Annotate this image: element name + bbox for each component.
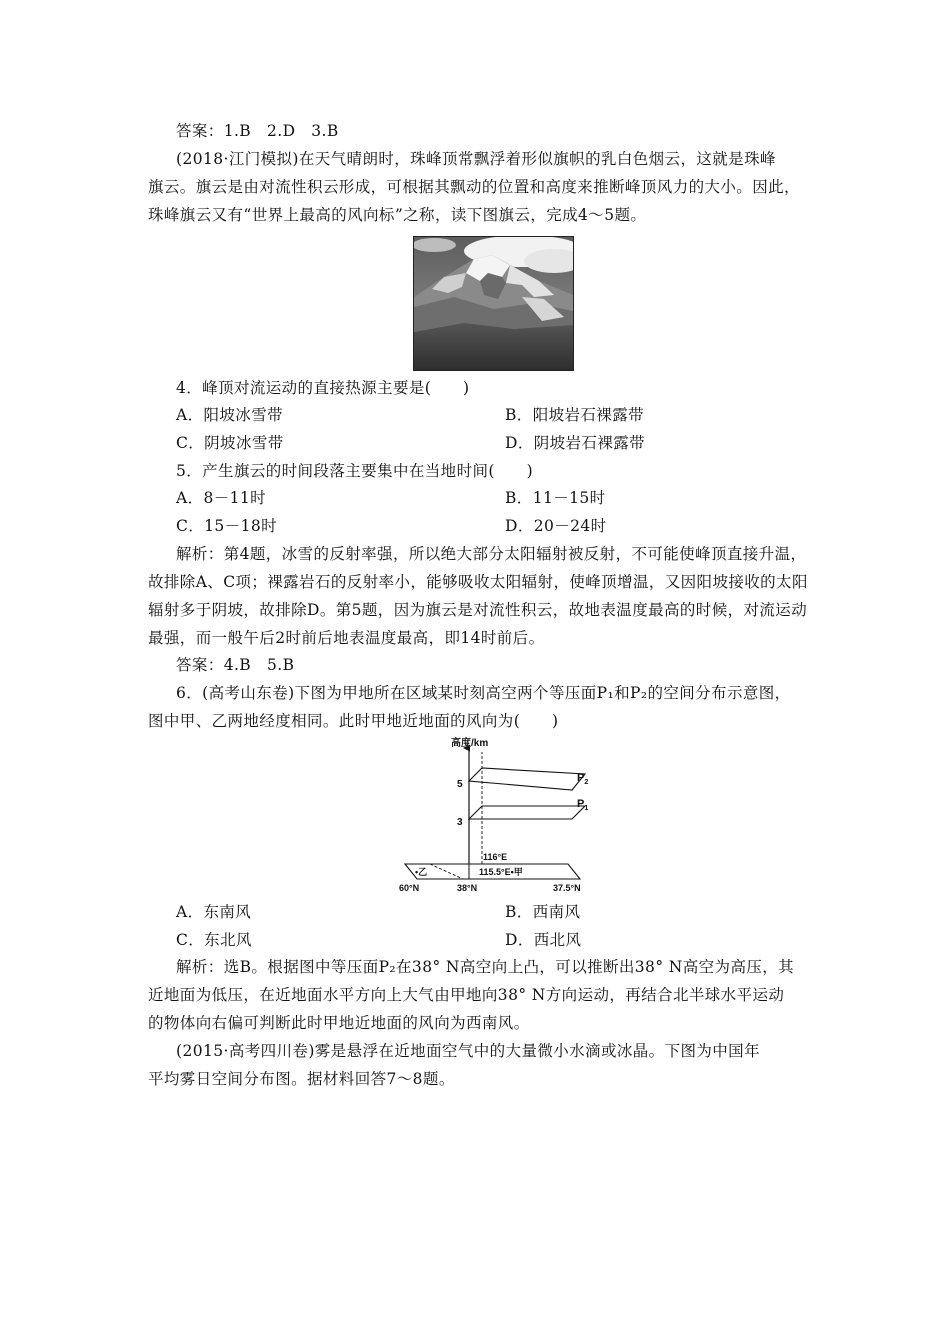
latitude-37-5n: 37.5°N (553, 883, 581, 893)
p2-label: $P_2$ (577, 772, 589, 786)
latitude-38n: 38°N (457, 883, 478, 893)
question-6-option-d: D．西北风 (505, 931, 582, 949)
isobaric-surface-diagram (385, 734, 600, 896)
p1-label: $P_1$ (577, 798, 589, 812)
analysis-4-5-line-1: 解析：第4题，冰雪的反射率强，所以绝大部分太阳辐射被反射，不可能使峰顶直接升温， (176, 545, 807, 563)
analysis-6-line-3: 的物体向右偏可判断此时甲地近地面的风向为西南风。 (148, 1014, 530, 1032)
analysis-4-5-line-3: 辐射多于阴坡，故排除D。第5题，因为旗云是对流性积云，故地表温度最高的时候，对流运动 (148, 601, 808, 619)
latitude-60n: 60°N (399, 883, 420, 893)
question-6-option-b: B．西南风 (505, 903, 581, 921)
question-6-option-a: A．东南风 (176, 903, 252, 921)
question-6-stem-line-2: 图中甲、乙两地经度相同。此时甲地近地面的风向为( ) (148, 712, 559, 730)
intro-line-3: 珠峰旗云又有“世界上最高的风向标”之称，读下图旗云，完成4～5题。 (148, 206, 647, 224)
question-5-option-b: B．11－15时 (505, 489, 606, 507)
isobaric-surface-p1 (469, 806, 585, 819)
question-5-option-a: A．8－11时 (176, 489, 267, 507)
analysis-6-line-2: 近地面为低压，在近地面水平方向上大气由甲地向38° N方向运动，再结合北半球水平运动 (148, 986, 785, 1004)
longitude-116e: 116°E (483, 852, 508, 862)
question-5-option-c: C．15－18时 (176, 517, 278, 535)
question-6-stem-line-1: 6．(高考山东卷)下图为甲地所在区域某时刻高空两个等压面P₁和P₂的空间分布示意图， (176, 684, 791, 702)
analysis-4-5-line-2: 故排除A、C项；裸露岩石的反射率小，能够吸收太阳辐射，使峰顶增温，又因阳坡接收的太阳 (148, 573, 808, 591)
isobaric-surface-p2 (469, 768, 585, 790)
question-4-option-a: A．阳坡冰雪带 (176, 406, 283, 424)
height-axis-label: 高度/km (451, 738, 489, 749)
question-4-option-d: D．阴坡岩石裸露带 (505, 434, 646, 452)
answer-line-1-3: 答案：1.B 2.D 3.B (176, 122, 339, 140)
question-6-option-c: C．东北风 (176, 931, 252, 949)
question-4-stem: 4．峰顶对流运动的直接热源主要是( ) (176, 379, 470, 397)
intro-line-1: (2018·江门模拟)在天气晴朗时，珠峰顶常飘浮着形似旗帜的乳白色烟云，这就是珠峰 (176, 150, 776, 168)
everest-banner-cloud-photo (413, 236, 574, 371)
tick-3: 3 (457, 817, 463, 828)
analysis-6-line-1: 解析：选B。根据图中等压面P₂在38° N高空向上凸，可以推断出38° N高空为高压，其 (176, 958, 795, 976)
answer-line-4-5: 答案：4.B 5.B (176, 656, 295, 674)
question-4-option-c: C．阴坡冰雪带 (176, 434, 284, 452)
place-yi: •乙 (415, 867, 428, 877)
question-5-stem: 5．产生旗云的时间段落主要集中在当地时间( ) (176, 462, 534, 480)
place-jia: 115.5°E•甲 (479, 867, 523, 877)
question-5-option-d: D．20－24时 (505, 517, 607, 535)
intro-7-8-line-1: (2015·高考四川卷)雾是悬浮在近地面空气中的大量微小水滴或冰晶。下图为中国年 (176, 1042, 760, 1060)
intro-7-8-line-2: 平均雾日空间分布图。据材料回答7～8题。 (148, 1070, 455, 1088)
tick-5: 5 (457, 779, 463, 790)
analysis-4-5-line-4: 最强，而一般午后2时前后地表温度最高，即14时前后。 (148, 629, 545, 647)
intro-line-2: 旗云。旗云是由对流性积云形成，可根据其飘动的位置和高度来推断峰顶风力的大小。因此， (148, 178, 800, 196)
question-4-option-b: B．阳坡岩石裸露带 (505, 406, 644, 424)
